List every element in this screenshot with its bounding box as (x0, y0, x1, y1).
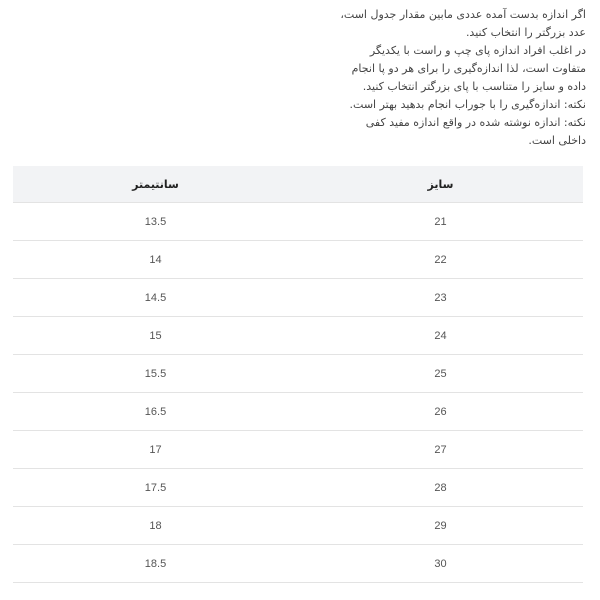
size-cell: 24 (298, 317, 583, 355)
intro-line: عدد بزرگتر را انتخاب کنید. (465, 26, 586, 39)
intro-line: در اغلب افراد اندازه پای چپ و راست با یکدیگر (369, 44, 586, 57)
size-cell: 26 (298, 393, 583, 431)
table-row (13, 431, 583, 469)
table-row (13, 317, 583, 355)
centimeter-cell: 15.5 (13, 355, 298, 393)
table-header-row (13, 166, 583, 203)
size-guide-intro (286, 6, 586, 150)
size-cell: 27 (298, 431, 583, 469)
table-body (13, 203, 583, 583)
size-chart-table (13, 166, 583, 583)
intro-line: داده و سایز را متناسب با پای بزرگتر انتخاب کنید. (362, 80, 586, 93)
table-row (13, 355, 583, 393)
table-row (13, 241, 583, 279)
centimeter-cell: 18.5 (13, 545, 298, 583)
size-cell: 25 (298, 355, 583, 393)
intro-line: اگر اندازه بدست آمده عددی مابین مقدار جدول است، (340, 8, 586, 21)
size-cell: 22 (298, 241, 583, 279)
table-header (13, 166, 583, 203)
size-cell: 30 (298, 545, 583, 583)
centimeter-cell: 18 (13, 507, 298, 545)
intro-line: نکته: اندازه نوشته شده در واقع اندازه مفید کفی (365, 116, 586, 129)
size-cell: 29 (298, 507, 583, 545)
table-row (13, 393, 583, 431)
centimeter-cell: 14 (13, 241, 298, 279)
centimeter-cell: 17 (13, 431, 298, 469)
centimeter-cell: 13.5 (13, 203, 298, 241)
header-size: سایز (298, 166, 583, 203)
centimeter-cell: 15 (13, 317, 298, 355)
table-row (13, 469, 583, 507)
table-row (13, 545, 583, 583)
intro-line: داخلی است. (528, 134, 586, 147)
table-row (13, 203, 583, 241)
size-cell: 28 (298, 469, 583, 507)
centimeter-cell: 14.5 (13, 279, 298, 317)
centimeter-cell: 17.5 (13, 469, 298, 507)
size-cell: 21 (298, 203, 583, 241)
size-cell: 23 (298, 279, 583, 317)
intro-line: متفاوت است، لذا اندازه‌گیری را برای هر دو پا انجام (351, 62, 586, 75)
header-centimeter: سانتیمتر (13, 166, 298, 203)
table-row (13, 507, 583, 545)
intro-line: نکته: اندازه‌گیری را با جوراب انجام بدهید بهتر است. (349, 98, 586, 111)
table-row (13, 279, 583, 317)
centimeter-cell: 16.5 (13, 393, 298, 431)
